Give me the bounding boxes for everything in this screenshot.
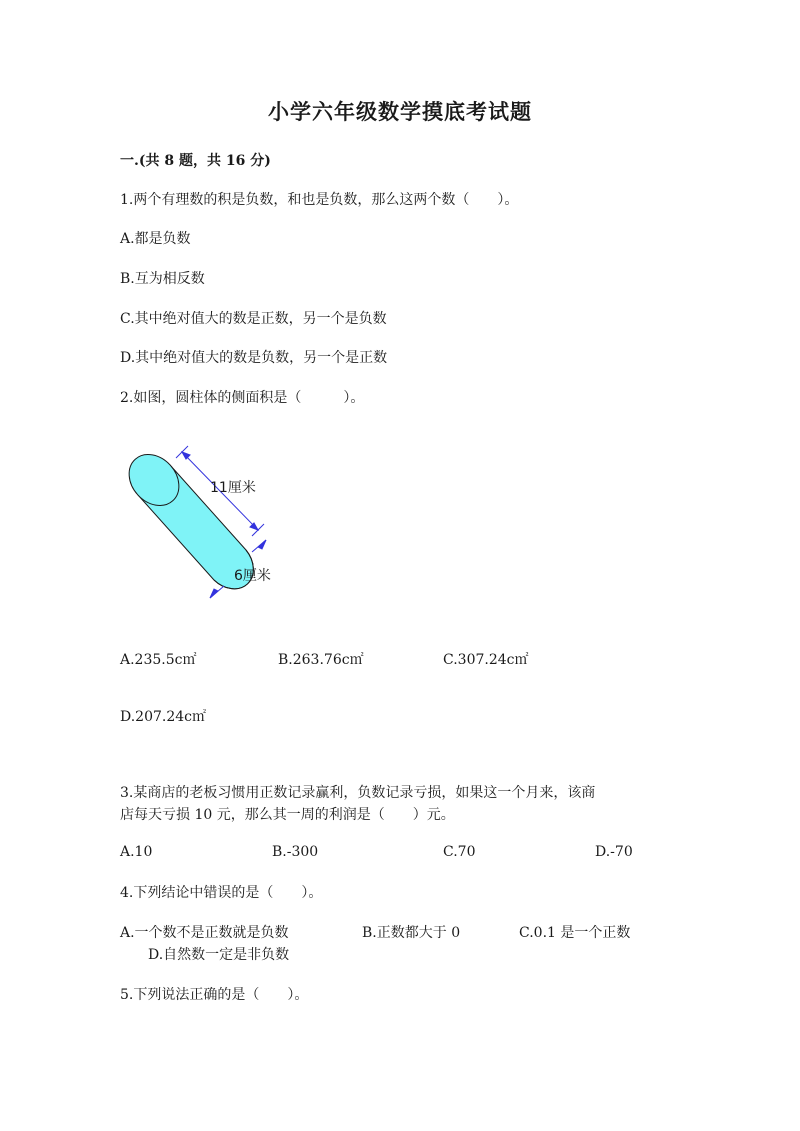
question-4-option-c: C.0.1 是一个正数 bbox=[519, 925, 631, 941]
question-1-option-d: D.其中绝对值大的数是负数，另一个是正数 bbox=[120, 350, 388, 366]
question-2-text: 2.如图，圆柱体的侧面积是（ ）。 bbox=[120, 390, 365, 406]
question-4-text: 4.下列结论中错误的是（ ）。 bbox=[120, 885, 323, 901]
page-title: 小学六年级数学摸底考试题 bbox=[268, 99, 532, 124]
question-3-option-b: B.-300 bbox=[272, 844, 319, 860]
question-1-option-a: A.都是负数 bbox=[120, 231, 191, 247]
question-4-option-a: A.一个数不是正数就是负数 bbox=[120, 925, 289, 941]
question-1-text: 1.两个有理数的积是负数，和也是负数，那么这两个数（ ）。 bbox=[120, 192, 519, 208]
question-4-option-b: B.正数都大于 0 bbox=[362, 925, 461, 941]
question-3-option-c: C.70 bbox=[443, 844, 476, 860]
question-5-text: 5.下列说法正确的是（ ）。 bbox=[120, 987, 309, 1003]
question-1-option-b: B.互为相反数 bbox=[120, 271, 205, 287]
question-3-text-line-2: 店每天亏损 10 元，那么其一周的利润是（ ）元。 bbox=[120, 807, 455, 823]
question-3-text-line-1: 3.某商店的老板习惯用正数记录赢利，负数记录亏损，如果这一个月来，该商 bbox=[120, 785, 596, 801]
section-heading: 一.(共 8 题，共 16 分) bbox=[120, 153, 271, 169]
length-label: 11厘米 bbox=[210, 480, 256, 496]
question-3-option-d: D.-70 bbox=[595, 844, 633, 860]
question-2-option-d: D.207.24c㎡ bbox=[120, 709, 207, 725]
question-1-option-c: C.其中绝对值大的数是正数，另一个是负数 bbox=[120, 311, 387, 327]
question-2-option-c: C.307.24c㎡ bbox=[443, 652, 529, 668]
question-3-option-a: A.10 bbox=[120, 844, 153, 860]
cylinder-figure bbox=[120, 440, 300, 610]
diameter-label: 6厘米 bbox=[234, 568, 271, 584]
question-4-option-d: D.自然数一定是非负数 bbox=[148, 947, 290, 963]
question-2-option-a: A.235.5c㎡ bbox=[120, 652, 197, 668]
question-2-option-b: B.263.76c㎡ bbox=[278, 652, 364, 668]
